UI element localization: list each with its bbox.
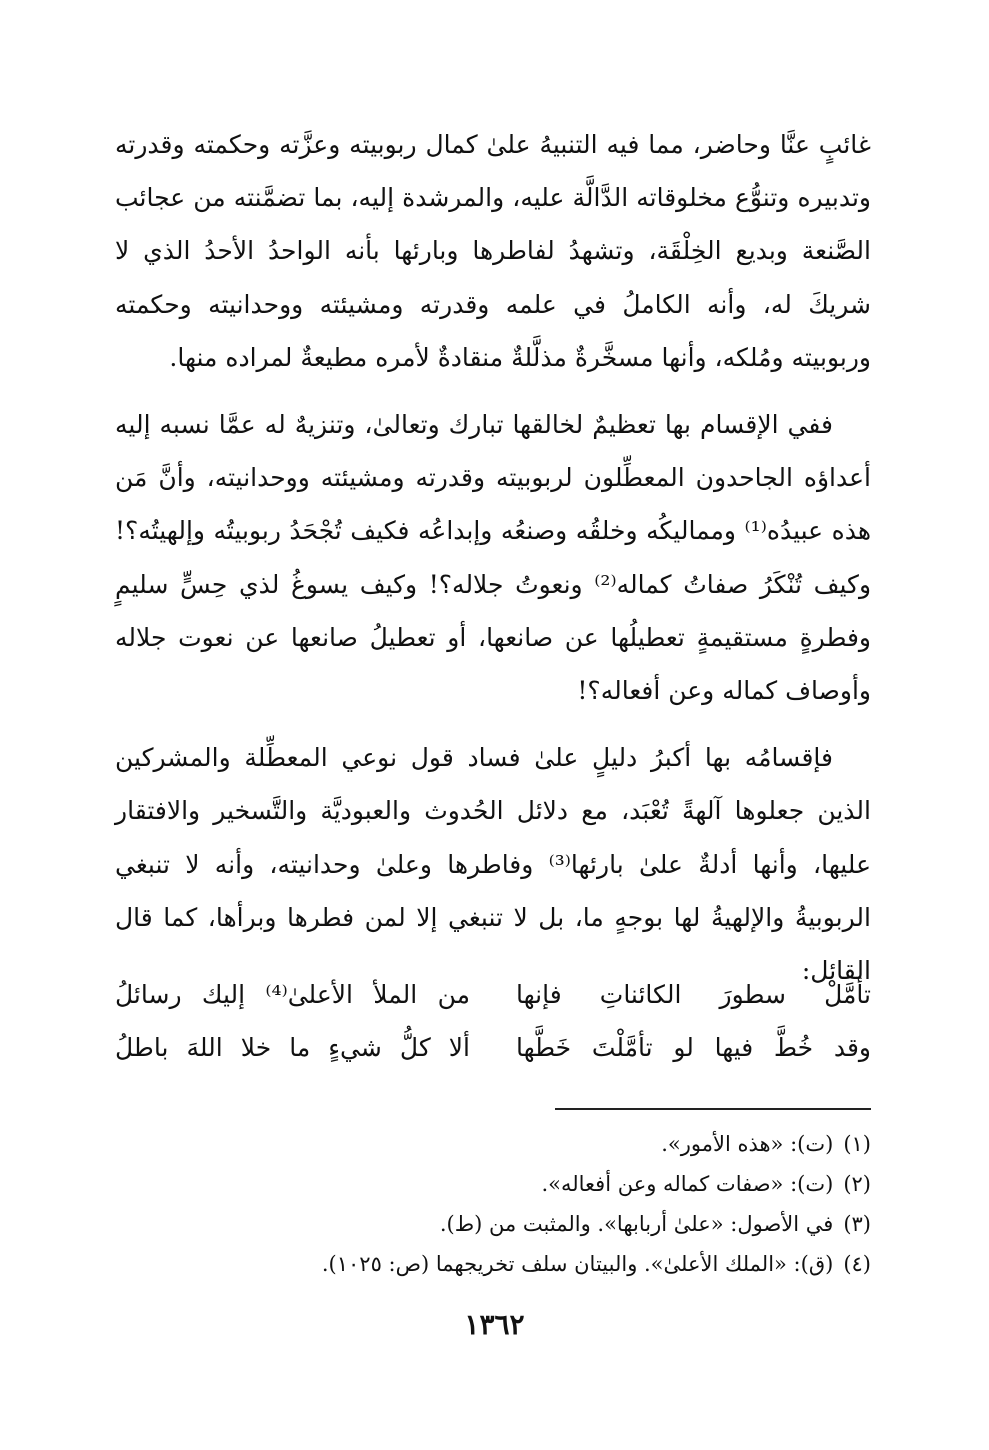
verse-1-second-hemistich: من الملأ الأعلىٰ⁽⁴⁾ إليك رسائلُ — [115, 980, 470, 1009]
paragraph-3: فإقسامُه بها أكبرُ دليلٍ علىٰ فساد قول نوعي المعطِّلة والمشركين الذين جعلوها آلهةً تُعْبَد، مع دلائل الحُدوث والعبوديَّة والتَّسخير والافتقار عليها، وأنها أدلةٌ علىٰ بارئها⁽³⁾ وفاطرها وعلىٰ وحدانيته، وأنه لا تنبغي الربوبيةُ والإلهيةُ لها بوجهٍ ما، بل لا تنبغي إلا لمن فطرها وبرأها، كما قال القائل: — [115, 743, 871, 986]
page-number: ١٣٦٢ — [464, 1308, 525, 1341]
footnote-text: (ت): «هذه الأمور». — [661, 1132, 834, 1156]
footnote-4 — [115, 1244, 871, 1284]
paragraph-2: ففي الإقسام بها تعظيمٌ لخالقها تبارك وتعالىٰ، وتنزيهٌ له عمَّا نسبه إليه أعداؤه الجاحدون المعطِّلون لربوبيته وقدرته ومشيئته ووحدانيته، وأنَّ مَن هذه عبيدُه⁽¹⁾ ومماليكُه وخلقُه وصنعُه وإبداعُه فكيف تُجْحَدُ ربوبيتُه وإلهيتُه؟! وكيف تُنْكَرُ صفاتُ كماله⁽²⁾ ونعوتُ جلاله؟! وكيف يسوغُ لذي حِسٍّ سليمٍ وفطرةٍ مستقيمةٍ تعطيلُها عن صانعها، أو تعطيلُ صانعها عن نعوت جلاله وأوصاف كماله وعن أفعاله؟! — [115, 410, 872, 706]
verse-1-first-hemistich: تأمَّلْ سطورَ الكائناتِ فإنها — [516, 980, 871, 1009]
footnote-2 — [115, 1164, 871, 1204]
footnote-3 — [115, 1204, 871, 1244]
footnote-divider — [555, 1108, 871, 1110]
footnote-1 — [115, 1124, 871, 1164]
footnote-number: (٢) — [843, 1172, 871, 1196]
footnote-text: (ق): «الملك الأعلىٰ». والبيتان سلف تخريجهما (ص: ١٠٢٥). — [321, 1252, 834, 1276]
paragraph-1: غائبٍ عنَّا وحاضر، مما فيه التنبيهُ علىٰ كمال ربوبيته وعزَّته وحكمته وقدرته وتدبيره وتنوُّع مخلوقاته الدَّالَّة عليه، والمرشدة إليه، بما تضمَّنته من عجائب الصَّنعة وبديع الخِلْقَة، وتشهدُ لفاطرها وبارئها بأنه الواحدُ الأحدُ الذي لا شريكَ له، وأنه الكاملُ في علمه وقدرته ومشيئته ووحدانيته وحكمته وربوبيته ومُلكه، وأنها مسخَّرةٌ مذلَّلةٌ منقادةٌ لأمره مطيعةٌ لمراده منها. — [115, 130, 871, 372]
footnote-number: (١) — [843, 1132, 871, 1156]
verse-1 — [115, 968, 871, 1021]
verse-2 — [115, 1021, 871, 1074]
verse-2-second-hemistich: ألا كلُّ شيءٍ ما خلا اللهَ باطلُ — [115, 1033, 470, 1062]
main-text — [115, 118, 871, 997]
footnotes — [115, 1124, 871, 1284]
footnote-number: (٤) — [843, 1252, 871, 1276]
footnote-text: (ت): «صفات كماله وعن أفعاله». — [541, 1172, 834, 1196]
verse-2-first-hemistich: وقد خُطَّ فيها لو تأمَّلْتَ خَطَّها — [516, 1033, 871, 1062]
poetry-block — [115, 968, 871, 1074]
footnote-text: في الأصول: «علىٰ أربابها». والمثبت من (ط). — [439, 1212, 834, 1236]
footnote-number: (٣) — [843, 1212, 871, 1236]
